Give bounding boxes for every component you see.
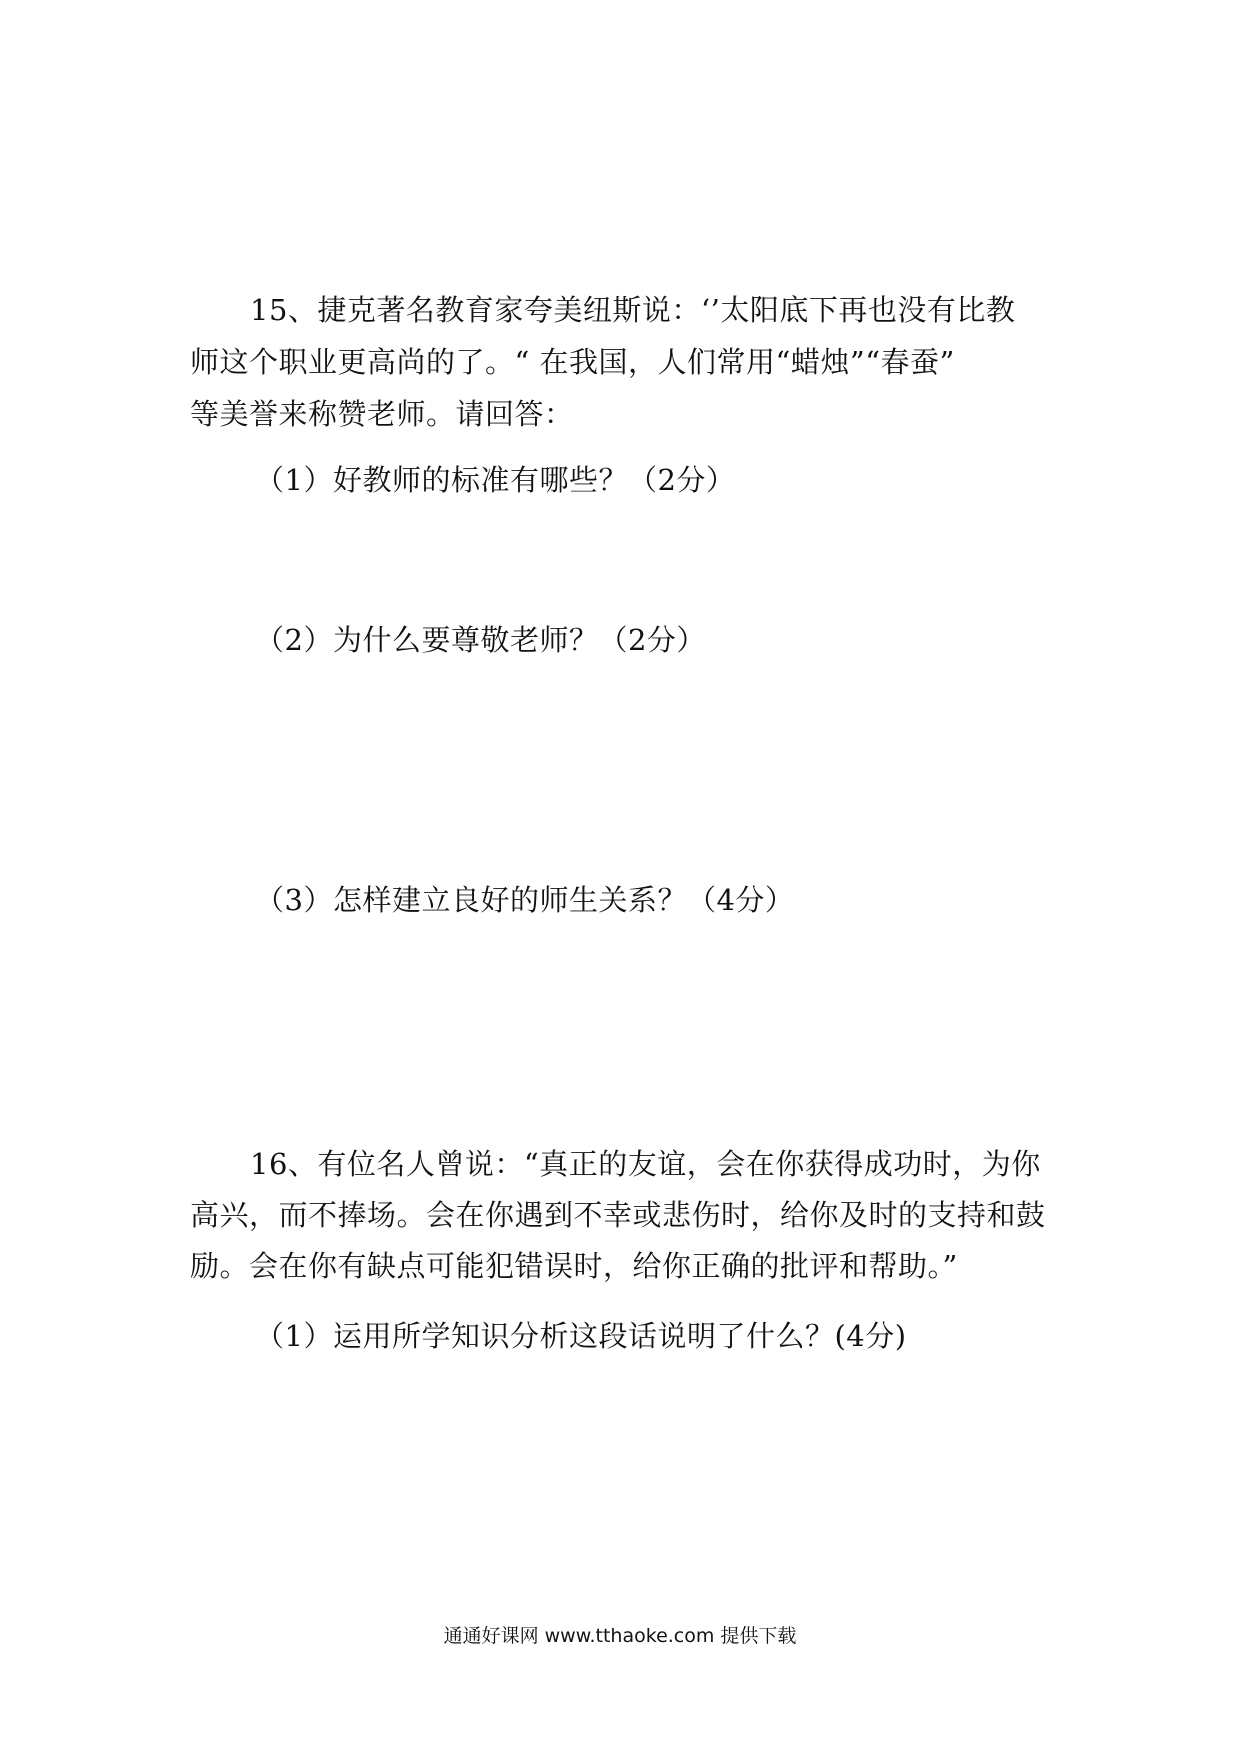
question-15-subquestion-1: （1）好教师的标准有哪些？（2分）	[255, 463, 736, 497]
question-15-subquestion-2: （2）为什么要尊敬老师？（2分）	[255, 623, 706, 657]
footer-source-text: 通通好课网 www.tthaoke.com 提供下载	[443, 1625, 797, 1647]
question-16-number: 16、	[250, 1147, 318, 1181]
question-16-stem-line-3: 励。会在你有缺点可能犯错误时，给你正确的批评和帮助。”	[190, 1249, 958, 1283]
question-15-stem-line-1	[250, 290, 1150, 330]
question-15-number: 15、	[250, 293, 318, 327]
question-16-subquestion-1: （1）运用所学知识分析这段话说明了什么？(4分)	[255, 1319, 907, 1353]
question-16-stem-text-1: 有位名人曾说：“真正的友谊，会在你获得成功时，为你	[317, 1147, 1041, 1181]
question-15-stem-text-1: 捷克著名教育家夸美纽斯说：‘’太阳底下再也没有比教	[317, 293, 1016, 327]
question-16-stem-line-2: 高兴，而不捧场。会在你遇到不幸或悲伤时，给你及时的支持和鼓	[190, 1198, 1046, 1232]
question-15-subquestion-3: （3）怎样建立良好的师生关系？（4分）	[255, 883, 795, 917]
question-16-stem-line-1	[250, 1144, 1150, 1184]
question-15-stem-line-3: 等美誉来称赞老师。请回答：	[190, 397, 574, 431]
question-15-stem-line-2: 师这个职业更高尚的了。“ 在我国，人们常用“蜡烛”“春蚕”	[190, 345, 955, 379]
